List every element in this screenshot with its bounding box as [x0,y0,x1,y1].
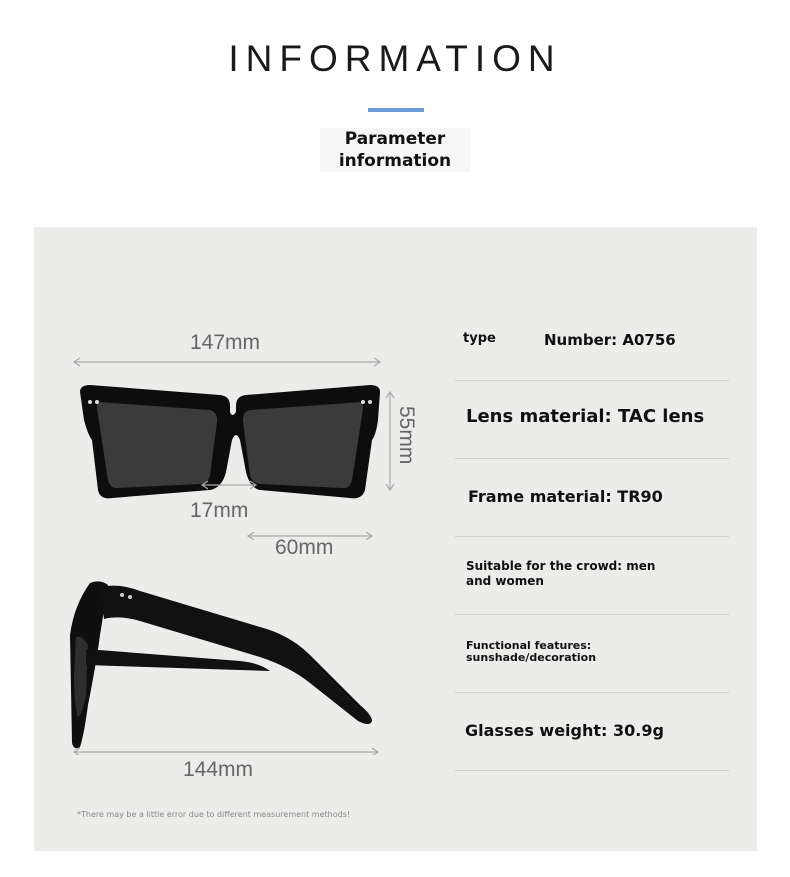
spec-divider [455,536,729,537]
spec-divider [455,458,729,459]
spec-crowd-line-1: Suitable for the crowd: men [466,559,656,573]
spec-functional-features [466,640,596,664]
spec-lens-material: Lens material: TAC lens [466,406,705,427]
subtitle-line-2: information [338,151,452,171]
title-accent-bar [368,108,424,112]
subtitle-line-1: Parameter [344,129,446,149]
dim-lens-height: 55mm [395,406,418,465]
glasses-side-illustration [60,575,390,755]
section-subtitle [320,128,470,172]
spec-suitable-crowd [466,559,655,589]
spec-features-line-2: sunshade/decoration [466,651,597,664]
spec-weight: Glasses weight: 30.9g [465,721,664,740]
dim-total-width: 147mm [190,331,261,354]
dim-lens-width: 60mm [275,536,334,559]
dim-bridge: 17mm [190,499,249,522]
spec-divider [455,692,729,693]
spec-divider [455,614,729,615]
spec-divider [455,380,729,381]
measurement-footnote: *There may be a little error due to different measurement methods! [77,810,351,819]
page-title: INFORMATION [228,38,562,79]
spec-number: Number: A0756 [544,331,676,349]
spec-type-label: type [463,331,496,346]
spec-crowd-line-2: and women [466,574,544,588]
spec-divider [455,770,729,771]
spec-features-line-1: Functional features: [466,639,592,652]
dim-temple-length: 144mm [183,758,254,781]
spec-frame-material: Frame material: TR90 [468,487,663,506]
